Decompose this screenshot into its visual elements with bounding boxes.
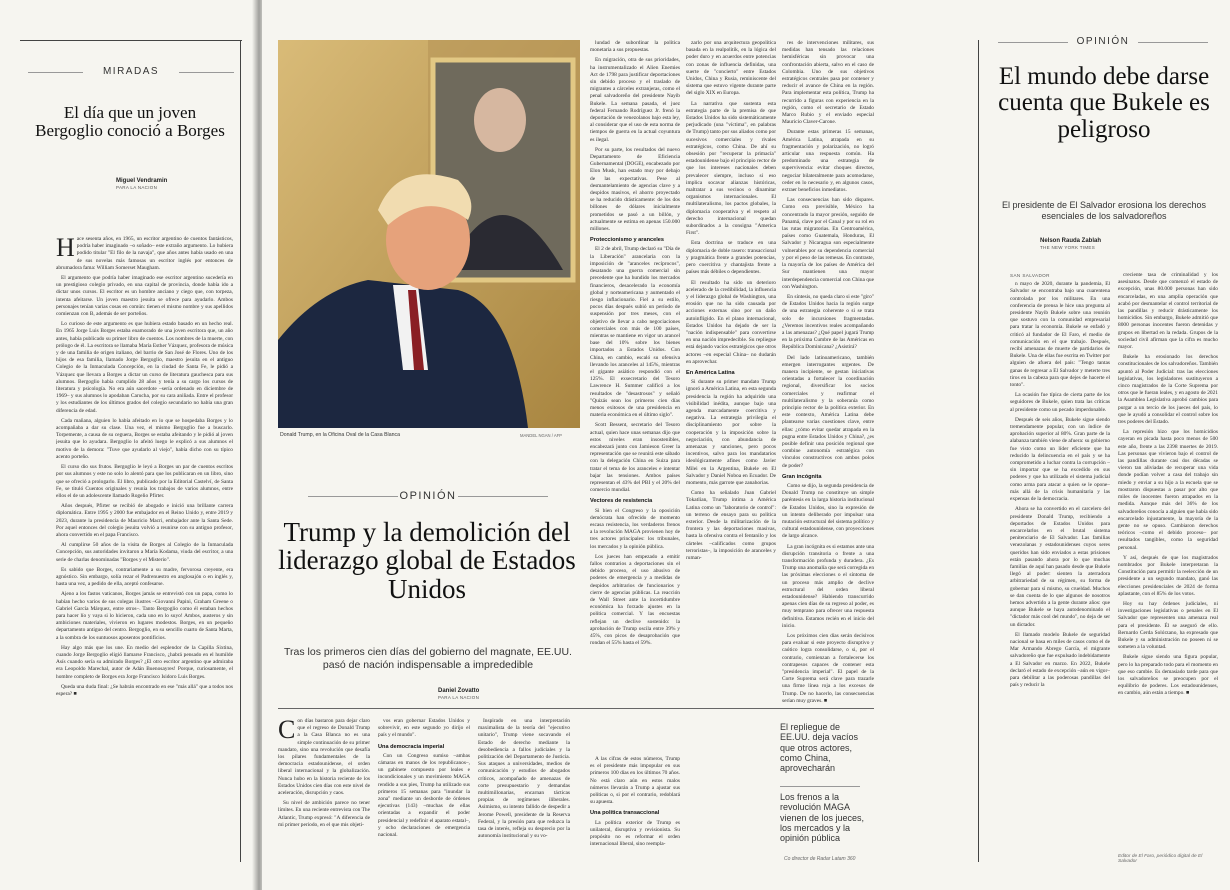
article-column — [590, 40, 680, 752]
paragraph: Si durante su primer mandato Trump ignoró a América Latina, en esta segunda presidencia la región ha adquirido una visibilidad inédita, aunque bajo una agenda marcadamente coercitiva y negativa. La estrategia privilegia el disciplinamiento por sobre la cooperación y la imposición sobre la negociación, con abundancia de amenazas y sanciones, pero pocos incentivos, salvo para los mandatarios ideológicamente afines como Javier Milei en la Argentina, Bukele en El Salvador y Daniel Noboa en Ecuador. De momento, más garrote que zanahorias. — [686, 379, 776, 486]
photo-credit: MANDEL NGAN / AFP — [520, 433, 562, 438]
paragraph: Su nivel de ambición parece no tener límites. En una reciente entrevista con The Atlantic, Trump expresó: "A diferencia de mi primer periodo, en el que mis objeti- — [278, 800, 370, 828]
subhead: Gran incógnita — [782, 473, 822, 480]
article-body — [56, 236, 233, 854]
article-column — [278, 718, 370, 868]
paragraph: Bukele ha erosionado los derechos constitucionales de los salvadoreños. También apuntó al Poder Judicial: tras las elecciones legislativas, los legisladores sustituyeron a cinco magistrados de la Corte Suprema por otros que le fueran leales, y en agosto de 2021 la Asamblea Legislativa aprobó cambios para purgar a un tercio de los jueces del país, lo que le ayudó a consolidar el control sobre los tres poderes del Estado. — [1118, 354, 1218, 426]
paragraph: Las consecuencias han sido dispares. Como era previsible, México ha concentrado la mayor presión, seguido de Panamá, clave por el Canal y por su rol en las rutas migratorias. En Centroamérica, países como Guatemala, Honduras, El Salvador y Nicaragua son especialmente vulnerables por su dependencia comercial y por el peso de las remesas. En contraste, la mayoría de los países de América del Sur mantienen una mayor interdependencia comercial con China que con Washington. — [782, 197, 874, 290]
top-rule — [20, 40, 242, 41]
divider — [780, 786, 860, 787]
paragraph: Con un Congreso sumiso –ambas cámaras en manos de los republicanos–, un gabinete compuesto por leales e incondicionales y un movimiento MAGA rendido a sus pies, Trump ha utilizado sus primeros 15 semanas para "inundar la zona" mediante un desborde de órdenes ejecutivas (143) –muchas de ellas orientadas a expandir el poder presidencial y redefinir el aparato estatal–, y ocho declaraciones de emergencia nacional. — [378, 752, 470, 839]
left-page — [0, 0, 262, 890]
section-label — [278, 490, 578, 502]
section-label — [988, 36, 1218, 47]
paragraph: Es sabido que Borges, contrariamente a su madre, fervorosa creyente, era agnóstico. Sin embargo, solía rezar el Padrenuestro en anglosajón o en inglés y, hasta una vez, a pedido de ella, aceptó confesarse. — [56, 566, 233, 588]
photo-illustration — [278, 40, 580, 428]
paragraph: creciente tasa de criminalidad y los asesinatos. Desde que comenzó el estado de excepción, unas 80.000 personas han sido encarceladas, en una amplia operación que acabó por desmantelar el control territorial de las pandillas y reducir drásticamente los homicidios. Sin embargo, Bukele admitió que 8000 personas inocentes fueron detenidas y grupos en libertad en la redada. Grupos de la sociedad civil afirman que la cifra es mucho mayor. — [1118, 272, 1218, 351]
paragraph: Queda una duda final: ¿Se habrán encontrado en ese "más allá" que a todos nos espera? ■ — [56, 683, 233, 697]
article-column — [378, 718, 470, 868]
paragraph: El 2 de abril, Trump declaró su "Día de la Liberación" arancelaria con la imposición de "aranceles recíprocos", desatando una guerra comercial sin precedente que ha hundido los mercados financieros, desacelerado la economía global y norteamericana y aumentado el riesgo inflacionario. Fiel a su estilo, pocos días después subió un período de suspensión por tres meses, con el objetivo de llevar a cabo negociaciones comerciales con más de 100 países, mientras se mantiene en vigor un arancel base del 10% sobre los bienes importados a Estados Unidos. Con China, en cambio, escaló su ofensiva llevando los aranceles al 145%, mientras el gigante asiático respondió con el 125%. El exsecretario del Tesoro Lawrence H. Summer calificó a los resultados de "desastrosos" y señaló "Quizás sean los primeros cien días menos exitosos de una presidencia en materia económica en el último siglo". — [590, 246, 680, 419]
paragraph: vos eran gobernar Estados Unidos y sobrevivir, en este segundo yo dirijo el país y el mundo". — [378, 718, 470, 739]
paragraph: El llamado modelo Bukele de seguridad nacional se basa en miles de casos como el de Mar Armando Abrego García, el migrante salvadoreño que fue expulsado indebidamente a El Salvador en marzo. En 2022, Bukele declaró el estado de excepción –aún en vigor– para debilitar a las poderosas pandillas del país y reducir la — [1010, 631, 1110, 689]
pull-quote: El repliegue de EE.UU. deja vacíos que otros actores, como China, aprovecharán — [780, 722, 859, 774]
photo-caption: Donald Trump, en la Oficina Oval de la Casa Blanca — [280, 432, 400, 438]
article-column — [1118, 272, 1218, 852]
paragraph: Como se dijo, la segunda presidencia de Donald Trump no constituye un simple paréntesis en la larga historia institucional de Estados Unidos, sino la expresión de un intento deliberado por impulsar una mutación estructural del sistema político y cultural estadounidense, con proyecciones de largo alcance. — [782, 482, 874, 540]
paragraph: El curso dio sus frutos. Bergoglio le leyó a Borges un par de cuentos escritos por sus alumnos y este no solo lo alentó para que los publicaran en un libro, sino que se ofreció a prologarlo. El libro, publicado por la Editorial Castelví, de Santa Fe, se tituló Cuentos originales y reunía los trabajos de varios alumnos, entre ellos el de un adolescente llamado Rogelio Pfirter. — [56, 464, 233, 499]
paragraph: La política exterior de Trump es unilateral, disruptiva y revisionista. Su propósito no es reformar el orden internacional liberal, sino reempla- — [590, 819, 680, 848]
article-headline: Trump y la demolición del liderazgo global de Estados Unidos — [278, 517, 576, 604]
main-page — [262, 0, 1230, 890]
paragraph: Del lado latinoamericano, también emergen interrogantes urgentes. De manera incipiente, se gestan iniciativas orientadas a fortalecer la coordinación regional, diversificar los socios comerciales y reafirmar el multilateralismo y la soberanía como principio rector de la política exterior. En este contexto, América Latina debe plantearse varias cuestiones clave, entre ellas: ¿cómo evitar quedar atrapada en la pugna entre Estados Unidos y China?, ¿es posible definir una posición regional que combine autonomía estratégica con vínculos constructivos con ambos polos de poder? — [782, 354, 874, 469]
article-headline: El día que un joven Bergoglio conoció a Borges — [35, 103, 225, 140]
paragraph: Ahora se ha convertido en el carcelero del presidente Donald Trump, recibiendo a deportados de Estados Unidos para encarcelarlos en el brutal sistema penitenciario de El Salvador. Las familias venezolanas y estadounidenses cuyos seres queridos han sido enviados a estas prisiones están pasando ahora por lo que muchas familias de aquí han pasado desde que Bukele llegó al poder: sienten la aterradora arbitrariedad de su régimen, su forma de gobernar para sí mismo, su crueldad. Muchos se dan cuenta de lo que algunos de nosotros hemos advertido a la gente durante años: que aunque Bukele se haya autodenominado el "dictador más cool del mundo", no deja de ser un dictador. — [1010, 506, 1110, 628]
article-column — [782, 40, 874, 730]
paragraph: Ajeno a los fastos vaticanos, Borges jamás se entrevistó con un papa, como lo habían hecho varios de sus colegas ilustres –Giovanni Papini, Graham Greene o Gabriel García Márquez, entre otros–. Tanto Bergoglio como él estaban hechos para hacer lío y vaya si lo hicieron, cada uno en lo suyo! Ambos, austeros y sin ambiciones materiales, vivieron en lugares modestos. Borges, en un pequeño departamento antiguo del centro. Bergoglio, en su sencillo cuarto de Santa Marta, a la sombra de los suntuosos aposentos pontificios. — [56, 591, 233, 641]
paragraph: Scott Bessent, secretario del Tesoro actual, quien hace unas semanas dijo que estos niveles eran insostenibles, encabezará junto con Jamieson Greer la representación que se reunirá este sábado con la delegación China en Suiza para tratar el tema de los aranceles e intentar bajar las tensiones. Ambos países representan el 43% del PBI y el 20% del comercio mundial. — [590, 422, 680, 494]
drop-cap: H — [56, 236, 75, 262]
article-deck: El presidente de El Salvador erosiona los derechos esenciales de los salvadoreños — [1001, 200, 1207, 222]
paragraph: El resultado ha sido un deterioro acelerado de la credibilidad, la influencia y el liderazgo global de Washington, una erosión que no ha sido causada por acciones externas sino por un daño autoinfligido. En el plano internacional, Estados Unidos ha dejado de ser la "nación indispensable" para convertirse en una nación impredecible. Su repliegue está dejando vacíos estratégicos que otros actores –en especial China– no dudarán en aprovechar. — [686, 279, 776, 365]
article-column — [686, 40, 776, 868]
subhead: Una democracia imperial — [378, 743, 445, 750]
paragraph: Inspirado en una interpretación maximalista de la teoría del "ejecutivo unitario", Trump viene socavando el Estado de derecho mediante la desobediencia a fallos judiciales y la politización del Departamento de Justicia. Sus ataques a universidades, medios de comunicación y estudios de abogados críticos, acompañado de amenazas de corte presupuestario y demandas multimillonarias, encarnan tácticas propias de regímenes iliberales. Asimismo, su intento fallido de despedir a Jerome Powell, presidente de la Reserva Federal, y la presión para que reduzca la tasa de interés, refleja su desprecio por la autonomía institucional y su vo- — [478, 718, 570, 840]
trump-photo — [278, 40, 580, 428]
author-outlet: PARA LA NACION — [438, 695, 480, 700]
paragraph: Esta doctrina se traduce en una diplomacia de doble rasero: transaccional y pragmática frente a grandes potencias, pero coercitiva y chantajista frente a países más débiles o dependientes. — [686, 240, 776, 276]
paragraph: Lo curioso de este argumento es que hubiera estado basado en un hecho real. En 1965 Jorge Luis Borges estaba enamorado de una joven escritora que, un año antes, había publicado su primer libro de cuentos. Los nombres de la muerte, con prólogo de él. La escritora se llamaba María Esther Vázquez, profesora de música y de una familia de origen italiano, del barrio de San José de Flores. Uno de los hijos de esa familia, llamado Jorge Bergoglio, maestro jesuita en el antiguo Colegio de la Inmaculada Concepción, en la ciudad de Santa Fe, le pidió a Vázquez que llevara a Borges a dictar un curso de literatura gauchesca para sus alumnos. Bergoglio había cumplido 28 años y tenía a su cargo los cursos de literatura y psicología. No era aún sacerdote –sería ordenado en diciembre de 1969– y sus alumnos lo apodaban Carucha, por su cara aniñada. Entre el profesor y los estudiantes de los últimos grados del colegio secundario no había una gran diferencia de edad. — [56, 321, 233, 414]
paragraph: ace sesenta años, en 1965, un escritor argentino de cuentos fantásticos, podría haber imaginado –o soñado– este extraño argumento. Lo hubiera podido titular "El filo de la navaja", que años antes había usado en una de sus novelas más famosas un escritor inglés por entonces de abrumadora fama: William Somerset Maugham. — [56, 236, 233, 271]
author-outlet: PARA LA NACION — [116, 185, 158, 190]
paragraph: Durante estas primeras 15 semanas, América Latina, atrapada en su fragmentación y polarización, no logró articular una respuesta común. Ha predominado una estrategia de supervivencia: evitar choques directos, negociar bilateralmente para acomodarse, ceder en lo necesario y, en algunos casos, extraer beneficios inmediatos. — [782, 129, 874, 194]
author-name: Miguel Vendramin — [116, 178, 168, 184]
article-headline: El mundo debe darse cuenta que Bukele es peligroso — [998, 63, 1210, 143]
author-outlet: THE NEW YORK TIMES — [1040, 245, 1095, 250]
paragraph: Hay algo más que los une. En medio del esplendor de la Capilla Sixtina, cuando Jorge Bergoglio eligió llamarse Francisco, ¿habrá pensado en el humilde Asís cuando sería su admirado Borges? ¿El otro escritor argentino que admiraba era Leopoldo Marechal, autor de Adán Buenosayres! Porque, curiosamente, el hombre completo de Borges era Jorge Francisco Isidoro Luis Borges. — [56, 644, 233, 680]
article-deck: Tras los primeros cien días del gobierno del magnate, EE.UU. pasó de nación indispensable a imprededible — [284, 646, 572, 672]
section-label-text: OPINIÓN — [1076, 36, 1130, 47]
article-column — [590, 756, 680, 868]
paragraph: res de intervenciones militares, sus medidas han tensado las relaciones hemisféricas sin provocar una confrontación abierta, salvo en el caso de Colombia. Uno de sus objetivos estratégicos centrales pasa por contener y reducir el avance de China en la región. Para implementar esta política, Trump ha recurrido a figuras con experiencia en la región, como el secretario de Estado Marco Rubio y el enviado especial Mauricio Claver-Carone. — [782, 40, 874, 126]
subhead: Proteccionismo y aranceles — [590, 237, 664, 244]
paragraph: Hoy su hay órdenes judiciales, ni investigaciones legislativas o penales en El Salvador que representen una amenaza real para el presidente. Él se aseguró de ello. Bernardo Cerda Solórzano, ha expresado que Bukele y su administración no poseen ni se someten a la voluntad. — [1118, 600, 1218, 651]
paragraph: La narrativa que sustenta esta estrategia parte de la premisa de que Estados Unidos ha sido sistemáticamente perjudicado (una "víctima", en palabras de Trump) tanto por sus aliados como por sucesivos comerciales y rivales estratégicos, como China. De ahí su obsesión por "recuperar la primacía" estadounidense bajo el principio rector de que los intereses nacionales deben prevalecer siempre, incluso si eso implica socavar alianzas históricas, maltratar a sus vecinos o dinamitar organismos internacionales. El multilateralismo, los pactos globales, la diplomacia cooperativa y el respeto al derecho internacional quedan subordinados a la consigna "America First". — [686, 100, 776, 237]
paragraph: Los jueces han empezado a emitir fallos contrarios a deportaciones sin el debido proceso, el uso abusivo de poderes de emergencia y a medidas de despidos arbitrarios de funcionarios y cierre de agencias públicas. La reacción de Wall Street ante la incertidumbre económica ha forzado ajustes en la política comercial. Y las encuestas reflejan un declive sostenido: la aprobación de Trump oscila entre 39% y 45%, con picos de desaprobación que rondan el 55% hasta el 59%. — [590, 553, 680, 647]
section-label — [20, 66, 242, 77]
paragraph: zarlo por una arquitectura geopolítica basada en la realpolitik, en la lógica del poder duro y en acuerdos entre potencias con zonas de influencia definidas, una suerte de "concierto" entre Estados Unidos, China y Rusia, reminiscente del sistema que estuvo vigente durante parte del siglo XIX en Europa. — [686, 40, 776, 97]
paragraph: Cada mañana, alguien lo había afeitado en lo que se hospedaba Borges y lo acompañaba a dar su clase. Una vez, el mismo Bergoglio fue a buscarlo. Torpemente, a causa de su ceguera, Borges se estaba afeitando y le pidió al joven jesuita que lo ayudara. Bergoglio lo afeitó luego le explicó a sus alumnos el motivo de la demora: "Tuve que ayudarlo al viejo", había dicho con su típico acento porteño. — [56, 417, 233, 460]
byline — [116, 178, 226, 190]
section-label-text: OPINIÓN — [399, 490, 457, 502]
byline — [1040, 238, 1190, 250]
article-column — [1010, 272, 1110, 868]
editor-note: Editor de El Faro, periódico digital de El Salvador — [1118, 854, 1203, 864]
author-name: Nelson Rauda Zablah — [1040, 238, 1102, 244]
paragraph: Bukele sigue siendo una figura popular, pero lo ha preparado todo para el momento en que eso cambie. Es demasiado tarde para que los salvadoreños se preocupen por el equilibrio de poderes. Los estadounidenses, en cambio, aún están a tiempo. ■ — [1118, 654, 1218, 697]
pull-quote: Los frenos a la revolución MAGA vienen de los jueces, los mercados y la opinión pública — [780, 792, 865, 844]
paragraph: Y así, después de que los magistrados nombrados por Bukele interpretaran la Constitución para permitir la reelección de un presidente a un segundo mandato, ganó las elecciones presidenciales de 2024 de forma aplastante, con el 85% de los votos. — [1118, 554, 1218, 597]
paragraph: Por su parte, los resultados del nuevo Departamento de Eficiencia Gubernamental (DOGE), encabezado por Elon Musk, han estado muy por debajo de las expectativas. Pese al desmantelamiento de agencias clave y a despidos masivos, el ahorro proyectado se ha reducido drásticamente: de los dos billones de dólares inicialmente prometidos se pasó a un billón, y actualmente se estima en apenas 150.000 millones. — [590, 146, 680, 233]
paragraph: La represión hizo que los homicidios cayeran en picada hasta poco menos de 500 este año, frente a las 2398 muertes de 2019. Las personas que vivieron bajo el control de las pandillas durante casi dos décadas se vieron tan aliviadas de recuperar una vida donde podían volver a casa del trabajo sin miedo y enviar a su hijo a la escuela que se mostraron dispuestas a pasar por alto que miles de inocentes fueron atrapados en la medida. Aunque más del 36% de los salvadoreños conocía a alguien que había sido encarcelado injustamente, la mayoría de la gente no se opuso. Cambiaron derechos teóricos –como el debido proceso– por resultados tangibles, como la seguridad personal. — [1118, 429, 1218, 551]
drop-cap: C — [278, 718, 296, 744]
paragraph: Los próximos cien días serán decisivos para evaluar si este proyecto disruptivo y caótico logra consolidarse, o si, por el contrario, comienzan a fortalecerse los contrapesos capaces de contener esta "presidencia imperial". El papel de la Corte Suprema será clave para trazarle una firme línea roja a los excesos de Trump. De no hacerlo, las consecuencias serían muy graves. ■ — [782, 633, 874, 704]
author-note: Co director de Radar Latam 360 — [784, 856, 856, 862]
paragraph: La gran incógnita es si estamos ante una disrupción transitoria o frente a una transformación profunda y duradera. ¿Es Trump una anomalía que será corregida en las próximas elecciones o el síntoma de un proceso más amplio de declive estructural del orden liberal estadounidense? Habiendo transcurrido apenas cien días de su regreso al poder, es muy temprano para ofrecer una respuesta definitiva. Estamos recién en el inicio del inicio. — [782, 543, 874, 629]
article-column — [478, 718, 570, 868]
byline — [438, 688, 558, 700]
paragraph: n mayo de 2020, durante la pandemia, El Salvador se encontraba bajo una cuarentena controlada por los militares. En una conferencia de prensa le hice una pregunta al presidente Nayib Bukele sobre una reunión que sostuvo con la comunidad empresarial para tratar la economía. Bukele se enfadó y criticó al fundador de El Faro, el medio de comunicación en el que trabajo. Después, recibí amenazas de muerte de partidarios de Bukele. Una de ellas fue escrita en Twitter por alguien de afuera del país: "Tengo tantas ganas de regresar a El Salvador y meterte tres tiros en la cabeza para que dejes de hacerte el tonto". — [1010, 281, 1110, 389]
paragraph: La ocasión fue típica de cierta parte de los seguidores de Bukele, quien trata las críticas al presidente como un pecado imperdonable. — [1010, 392, 1110, 413]
author-name: Daniel Zovatto — [438, 688, 480, 694]
paragraph: on días bastaron para dejar claro que el regreso de Donald Trump a la Casa Blanca no es una simple continuación de su primer mandato, sino una revolución que desafía los pilares fundamentales de la democracia estadounidense, el orden liberal internacional y la globalización. Nunca hubo en la historia reciente de los Estados Unidos cien días con este nivel de aceleración, disrupción y caos. — [278, 718, 370, 797]
paragraph: Años después, Pfirter se recibió de abogado e inició una brillante carrera diplomática. Entre 1995 y 2000 fue embajador en el Reino Unido y, entre 2019 y 2023, durante la presidencia de Mauricio Macri, embajador ante la Santa Sede. Por aquel entonces del colegio jesuita volvió a reunirse con su antiguo profesor, ahora convertido en el papa Francisco. — [56, 503, 233, 538]
paragraph: Después de seis años, Bukele sigue siendo tremendamente popular, con un índice de aprobación superior al 80%. Gran parte de la alabanza también viene de afuera: su gobierno fue visto como un líder eficiente que ha reducido la delincuencia en el país y se ha comprometido a luchar contra la corrupción –sin importar que se ha excedido en sus poderes y que ha utilizado el sistema judicial como arma para atacar a quien se le opone– más allá de la crisis humanitaria y las expensas de la democracia. — [1010, 416, 1110, 503]
paragraph: El argumento que podría haber imaginado ese escritor argentino sucedería en un prestigioso colegio privado, en una capital de provincia, donde había ido a dictar unos cursos. El escritor es un hombre anciano y ciego que, con torpeza, intenta afeitarse. Un joven maestro jesuita se ofrece para ayudarlo. Ambos personajes tenían varias cosas en común: tienen el mismo nombre y sus apellidos comienzan con B, además de ser porteños. — [56, 275, 233, 318]
paragraph: Al cumplirse 50 años de la visita de Borges al Colegio de la Inmaculada Concepción, sus autoridades invitaron a María Kodama, viuda del escritor, a una serie de charlas denominadas "Borges y el Misterio". — [56, 542, 233, 563]
paragraph: A las cifras de estos números, Trump es el presidente más impopular en sus primeros 100 días en los últimos 70 años. No está claro aún en estos malos números llevarán a Trump a ajustar sus políticas o, si por el contrario, redoblará su apuesta. — [590, 756, 680, 806]
dateline: SAN SALVADOR — [1010, 273, 1050, 278]
frame-rule — [240, 40, 241, 862]
subhead: Vectores de resistencia — [590, 498, 653, 505]
paragraph: Si bien el Congreso y la oposición demócrata han ofrecido de momento escasa resistencia, los verdaderos frenos a la revolución MAGA provienen hoy de tres actores principales: los tribunales, los mercados y la opinión pública. — [590, 507, 680, 550]
subhead: En América Latina — [686, 369, 735, 376]
subhead: Una política transaccional — [590, 810, 660, 817]
paragraph: En migración, otra de sus prioridades, ha instrumentalizado el Alien Enemies Act de 1798 para justificar deportaciones sin debido proceso y el traslado de migrantes a cárceles extranjeras, como el penal salvadoreño del presidente Nayib Bukele. La semana pasada, el juez federal Fernando Rodríguez Jr. frenó la deportación de venezolanos bajo esta ley, al considerar que el uso de esta norma de tiempos de guerra en la actual coyuntura es ilegal. — [590, 57, 680, 143]
section-label-text: MIRADAS — [102, 66, 160, 77]
paragraph: Como ha señalado Juan Gabriel Tokatlian, Trump intima a América Latina como un "laboratorio de control": un terreno de ensayo para su política exterior. Desde la militarización de la frontera y las deportaciones masivas, hasta la ofensiva contra el fentanilo y los cárteles –calificados como grupos terroristas–, la imposición de aranceles y ruman- — [686, 490, 776, 562]
paragraph: En síntesis, no queda claro si este "giro" de Estados Unidos hacia la región surge de una estrategia coherente o si se trata solo de incursiones fragmentadas. ¿Veremos incentivos reales acompañando a las amenazas? ¿Qué papel jugará Trump en la próxima Cumbre de las Américas en República Dominicana? ¿Asistirá? — [782, 293, 874, 351]
paragraph: lundad de subordinar la política monetaria a sus propuestas. — [590, 40, 680, 54]
column-rule — [978, 40, 979, 862]
